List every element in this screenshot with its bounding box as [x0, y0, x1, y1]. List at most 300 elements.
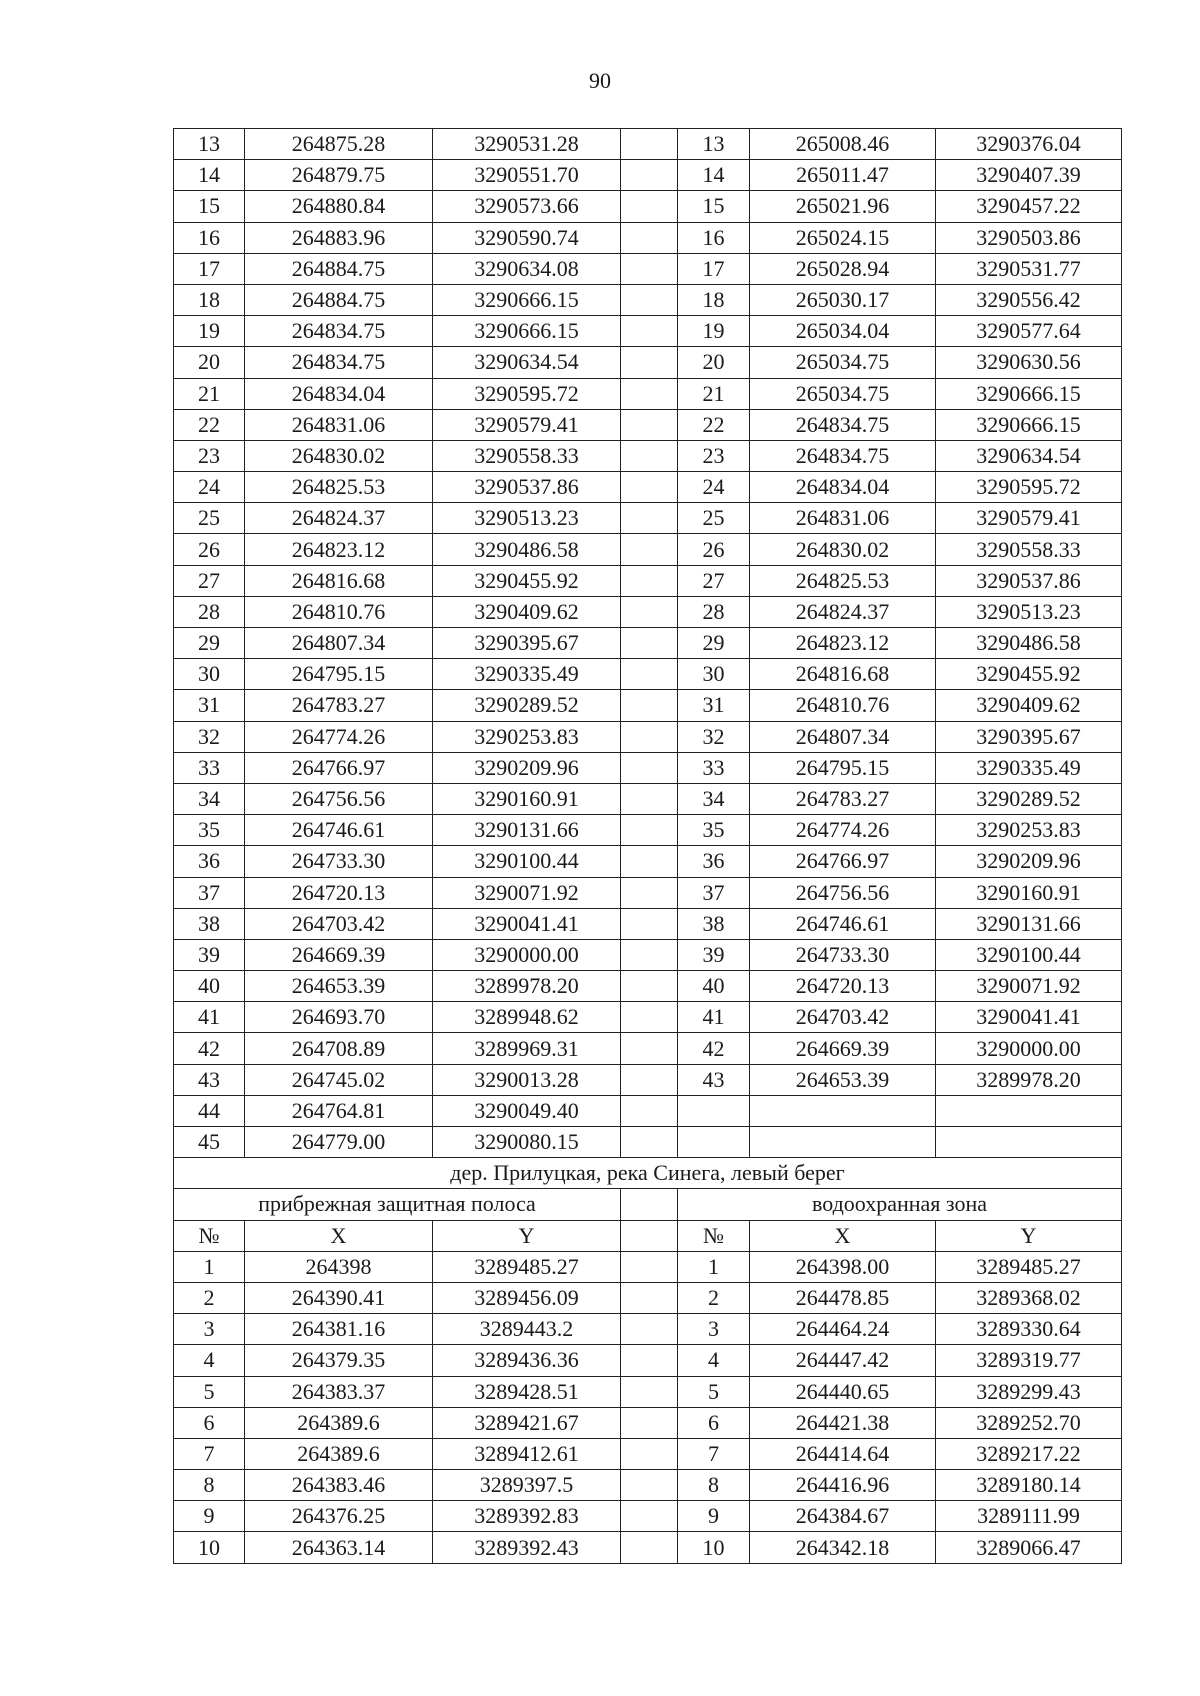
- y-coordinate-left: 3290666.15: [433, 284, 621, 315]
- y-coordinate-left: 3290409.62: [433, 596, 621, 627]
- point-number-left: 40: [174, 971, 245, 1002]
- gap-cell: [621, 409, 678, 440]
- y-coordinate-left: 3290573.66: [433, 191, 621, 222]
- point-number-left: 10: [174, 1532, 245, 1563]
- point-number-left: 9: [174, 1501, 245, 1532]
- gap-cell: [621, 1282, 678, 1313]
- y-coordinate-left: 3289412.61: [433, 1438, 621, 1469]
- y-coordinate-right: 3289066.47: [936, 1532, 1122, 1563]
- x-coordinate-right: [750, 1095, 936, 1126]
- y-coordinate-left: 3290049.40: [433, 1095, 621, 1126]
- x-coordinate-right: 264834.75: [750, 409, 936, 440]
- x-coordinate-right: 264414.64: [750, 1438, 936, 1469]
- point-number-right: 4: [678, 1345, 750, 1376]
- x-coordinate-right: 264398.00: [750, 1251, 936, 1282]
- gap-cell: [621, 160, 678, 191]
- point-number-left: 8: [174, 1470, 245, 1501]
- gap-cell: [621, 534, 678, 565]
- y-coordinate-right: 3290666.15: [936, 378, 1122, 409]
- x-coordinate-right: 264774.26: [750, 815, 936, 846]
- x-coordinate-left: 264783.27: [245, 690, 433, 721]
- gap-cell: [621, 347, 678, 378]
- point-number-left: 21: [174, 378, 245, 409]
- table-row: [174, 440, 1122, 471]
- header-number-left: №: [174, 1220, 245, 1251]
- x-coordinate-left: 264389.6: [245, 1438, 433, 1469]
- gap-cell: [621, 815, 678, 846]
- y-coordinate-right: 3289299.43: [936, 1376, 1122, 1407]
- point-number-right: 15: [678, 191, 750, 222]
- point-number-right: 24: [678, 472, 750, 503]
- x-coordinate-left: 264834.04: [245, 378, 433, 409]
- y-coordinate-right: 3289180.14: [936, 1470, 1122, 1501]
- y-coordinate-right: 3290634.54: [936, 440, 1122, 471]
- gap-cell: [621, 1345, 678, 1376]
- x-coordinate-right: 264416.96: [750, 1470, 936, 1501]
- section-2-rows: [174, 1251, 1122, 1563]
- zone-titles-row: [174, 1189, 1122, 1220]
- table-row: [174, 503, 1122, 534]
- x-coordinate-left: 264376.25: [245, 1501, 433, 1532]
- point-number-right: 13: [678, 129, 750, 160]
- point-number-left: 17: [174, 253, 245, 284]
- y-coordinate-right: 3290100.44: [936, 939, 1122, 970]
- point-number-right: 41: [678, 1002, 750, 1033]
- y-coordinate-right: 3290558.33: [936, 534, 1122, 565]
- y-coordinate-left: 3290634.08: [433, 253, 621, 284]
- y-coordinate-left: 3290558.33: [433, 440, 621, 471]
- point-number-left: 20: [174, 347, 245, 378]
- gap-cell: [621, 253, 678, 284]
- point-number-left: 25: [174, 503, 245, 534]
- x-coordinate-left: 264879.75: [245, 160, 433, 191]
- y-coordinate-right: 3290537.86: [936, 565, 1122, 596]
- x-coordinate-right: 264783.27: [750, 783, 936, 814]
- y-coordinate-right: 3290407.39: [936, 160, 1122, 191]
- point-number-left: 28: [174, 596, 245, 627]
- table-row: [174, 1033, 1122, 1064]
- point-number-right: 14: [678, 160, 750, 191]
- point-number-left: 4: [174, 1345, 245, 1376]
- table-row: [174, 1002, 1122, 1033]
- x-coordinate-left: 264746.61: [245, 815, 433, 846]
- y-coordinate-left: 3289421.67: [433, 1407, 621, 1438]
- y-coordinate-left: 3289392.83: [433, 1501, 621, 1532]
- gap-cell: [621, 628, 678, 659]
- y-coordinate-right: 3290160.91: [936, 877, 1122, 908]
- table-row: [174, 628, 1122, 659]
- y-coordinate-right: 3290253.83: [936, 815, 1122, 846]
- gap-cell: [621, 565, 678, 596]
- x-coordinate-left: 264884.75: [245, 284, 433, 315]
- point-number-right: 31: [678, 690, 750, 721]
- y-coordinate-left: 3289397.5: [433, 1470, 621, 1501]
- table-row: [174, 129, 1122, 160]
- gap-cell: [621, 284, 678, 315]
- x-coordinate-right: 264816.68: [750, 659, 936, 690]
- gap-cell: [621, 971, 678, 1002]
- x-coordinate-right: 264810.76: [750, 690, 936, 721]
- x-coordinate-right: 264825.53: [750, 565, 936, 596]
- y-coordinate-left: 3290551.70: [433, 160, 621, 191]
- x-coordinate-left: 264669.39: [245, 939, 433, 970]
- x-coordinate-left: 264703.42: [245, 908, 433, 939]
- point-number-left: 32: [174, 721, 245, 752]
- x-coordinate-right: 265024.15: [750, 222, 936, 253]
- point-number-right: 20: [678, 347, 750, 378]
- y-coordinate-right: 3289368.02: [936, 1282, 1122, 1313]
- x-coordinate-right: 264746.61: [750, 908, 936, 939]
- point-number-right: 19: [678, 316, 750, 347]
- point-number-right: 32: [678, 721, 750, 752]
- point-number-left: 43: [174, 1064, 245, 1095]
- x-coordinate-left: 264708.89: [245, 1033, 433, 1064]
- table-row: [174, 1095, 1122, 1126]
- x-coordinate-right: 265030.17: [750, 284, 936, 315]
- x-coordinate-left: 264653.39: [245, 971, 433, 1002]
- x-coordinate-left: 264389.6: [245, 1407, 433, 1438]
- point-number-left: 24: [174, 472, 245, 503]
- table-row: [174, 284, 1122, 315]
- y-coordinate-left: 3290666.15: [433, 316, 621, 347]
- y-coordinate-left: 3290289.52: [433, 690, 621, 721]
- table-row: [174, 1345, 1122, 1376]
- point-number-left: 37: [174, 877, 245, 908]
- y-coordinate-right: 3289217.22: [936, 1438, 1122, 1469]
- y-coordinate-right: [936, 1095, 1122, 1126]
- x-coordinate-right: 264795.15: [750, 752, 936, 783]
- x-coordinate-left: 264733.30: [245, 846, 433, 877]
- x-coordinate-left: 264398: [245, 1251, 433, 1282]
- x-coordinate-right: 264834.75: [750, 440, 936, 471]
- y-coordinate-right: 3290376.04: [936, 129, 1122, 160]
- point-number-right: 25: [678, 503, 750, 534]
- x-coordinate-left: 264779.00: [245, 1127, 433, 1158]
- table-row: [174, 971, 1122, 1002]
- x-coordinate-right: 264830.02: [750, 534, 936, 565]
- x-coordinate-left: 264390.41: [245, 1282, 433, 1313]
- point-number-left: 26: [174, 534, 245, 565]
- x-coordinate-right: 264766.97: [750, 846, 936, 877]
- point-number-right: 6: [678, 1407, 750, 1438]
- table-row: [174, 191, 1122, 222]
- point-number-right: 38: [678, 908, 750, 939]
- table-row: [174, 565, 1122, 596]
- y-coordinate-left: 3290579.41: [433, 409, 621, 440]
- gap-cell: [621, 378, 678, 409]
- point-number-right: [678, 1127, 750, 1158]
- point-number-left: 36: [174, 846, 245, 877]
- table-row: [174, 1470, 1122, 1501]
- point-number-right: 34: [678, 783, 750, 814]
- table-row: [174, 1532, 1122, 1563]
- y-coordinate-left: 3290013.28: [433, 1064, 621, 1095]
- gap-cell: [621, 1033, 678, 1064]
- x-coordinate-left: 264693.70: [245, 1002, 433, 1033]
- x-coordinate-left: 264795.15: [245, 659, 433, 690]
- table-row: [174, 253, 1122, 284]
- point-number-left: 15: [174, 191, 245, 222]
- gap-cell: [621, 1095, 678, 1126]
- y-coordinate-left: 3289978.20: [433, 971, 621, 1002]
- point-number-left: 6: [174, 1407, 245, 1438]
- gap-cell: [621, 908, 678, 939]
- table-row: [174, 1314, 1122, 1345]
- x-coordinate-right: 265011.47: [750, 160, 936, 191]
- x-coordinate-left: 264720.13: [245, 877, 433, 908]
- table-row: [174, 472, 1122, 503]
- y-coordinate-left: 3290080.15: [433, 1127, 621, 1158]
- section-title: дер. Прилуцкая, река Синега, левый берег: [174, 1158, 1122, 1189]
- y-coordinate-left: 3290595.72: [433, 378, 621, 409]
- y-coordinate-left: 3290455.92: [433, 565, 621, 596]
- y-coordinate-right: 3290556.42: [936, 284, 1122, 315]
- x-coordinate-right: 264807.34: [750, 721, 936, 752]
- point-number-right: 27: [678, 565, 750, 596]
- point-number-left: 39: [174, 939, 245, 970]
- point-number-right: 10: [678, 1532, 750, 1563]
- y-coordinate-left: 3290395.67: [433, 628, 621, 659]
- y-coordinate-left: 3290000.00: [433, 939, 621, 970]
- header-y-left: Y: [433, 1220, 621, 1251]
- y-coordinate-left: 3290131.66: [433, 815, 621, 846]
- point-number-left: 18: [174, 284, 245, 315]
- y-coordinate-right: 3290531.77: [936, 253, 1122, 284]
- y-coordinate-right: 3289319.77: [936, 1345, 1122, 1376]
- table-row: [174, 1501, 1122, 1532]
- gap-cell: [621, 1251, 678, 1282]
- y-coordinate-left: 3290513.23: [433, 503, 621, 534]
- table-row: [174, 783, 1122, 814]
- x-coordinate-right: 264720.13: [750, 971, 936, 1002]
- y-coordinate-right: 3290000.00: [936, 1033, 1122, 1064]
- point-number-right: 23: [678, 440, 750, 471]
- y-coordinate-right: 3290131.66: [936, 908, 1122, 939]
- point-number-left: 30: [174, 659, 245, 690]
- gap-cell: [621, 1407, 678, 1438]
- point-number-right: 3: [678, 1314, 750, 1345]
- point-number-left: 2: [174, 1282, 245, 1313]
- y-coordinate-left: 3290590.74: [433, 222, 621, 253]
- point-number-right: 1: [678, 1251, 750, 1282]
- y-coordinate-right: 3290457.22: [936, 191, 1122, 222]
- table-row: [174, 815, 1122, 846]
- gap-cell: [621, 1002, 678, 1033]
- x-coordinate-left: 264824.37: [245, 503, 433, 534]
- gap-cell: [621, 472, 678, 503]
- y-coordinate-right: 3289978.20: [936, 1064, 1122, 1095]
- section-2-header: [174, 1158, 1122, 1252]
- y-coordinate-right: 3290041.41: [936, 1002, 1122, 1033]
- table-row: [174, 534, 1122, 565]
- point-number-left: 35: [174, 815, 245, 846]
- x-coordinate-right: 265008.46: [750, 129, 936, 160]
- x-coordinate-right: 264421.38: [750, 1407, 936, 1438]
- x-coordinate-right: 264703.42: [750, 1002, 936, 1033]
- point-number-right: 22: [678, 409, 750, 440]
- x-coordinate-right: 264478.85: [750, 1282, 936, 1313]
- table-row: [174, 1064, 1122, 1095]
- x-coordinate-right: 264756.56: [750, 877, 936, 908]
- gap-cell: [621, 1532, 678, 1563]
- point-number-left: 38: [174, 908, 245, 939]
- table-row: [174, 752, 1122, 783]
- y-coordinate-left: 3290531.28: [433, 129, 621, 160]
- table-row: [174, 409, 1122, 440]
- x-coordinate-right: 265034.04: [750, 316, 936, 347]
- y-coordinate-left: 3289485.27: [433, 1251, 621, 1282]
- point-number-right: 21: [678, 378, 750, 409]
- point-number-right: 9: [678, 1501, 750, 1532]
- x-coordinate-left: 264830.02: [245, 440, 433, 471]
- point-number-right: 30: [678, 659, 750, 690]
- table-row: [174, 721, 1122, 752]
- point-number-left: 33: [174, 752, 245, 783]
- point-number-right: [678, 1095, 750, 1126]
- x-coordinate-left: 264823.12: [245, 534, 433, 565]
- table-row: [174, 939, 1122, 970]
- table-row: [174, 1438, 1122, 1469]
- point-number-right: 17: [678, 253, 750, 284]
- point-number-right: 2: [678, 1282, 750, 1313]
- point-number-left: 23: [174, 440, 245, 471]
- table-row: [174, 222, 1122, 253]
- x-coordinate-left: 264834.75: [245, 347, 433, 378]
- x-coordinate-right: 264669.39: [750, 1033, 936, 1064]
- x-coordinate-left: 264745.02: [245, 1064, 433, 1095]
- x-coordinate-right: 264733.30: [750, 939, 936, 970]
- gap-cell: [621, 503, 678, 534]
- y-coordinate-right: [936, 1127, 1122, 1158]
- gap-cell: [621, 752, 678, 783]
- y-coordinate-left: 3289428.51: [433, 1376, 621, 1407]
- table-row: [174, 659, 1122, 690]
- gap-cell: [621, 440, 678, 471]
- column-headers-row: [174, 1220, 1122, 1251]
- x-coordinate-left: 264816.68: [245, 565, 433, 596]
- point-number-left: 3: [174, 1314, 245, 1345]
- y-coordinate-right: 3290630.56: [936, 347, 1122, 378]
- table-row: [174, 908, 1122, 939]
- y-coordinate-left: 3289948.62: [433, 1002, 621, 1033]
- table-row: [174, 690, 1122, 721]
- y-coordinate-right: 3290579.41: [936, 503, 1122, 534]
- x-coordinate-left: 264884.75: [245, 253, 433, 284]
- point-number-right: 35: [678, 815, 750, 846]
- x-coordinate-left: 264383.37: [245, 1376, 433, 1407]
- x-coordinate-left: 264756.56: [245, 783, 433, 814]
- x-coordinate-left: 264381.16: [245, 1314, 433, 1345]
- y-coordinate-right: 3290455.92: [936, 659, 1122, 690]
- gap-cell: [621, 129, 678, 160]
- y-coordinate-left: 3290634.54: [433, 347, 621, 378]
- y-coordinate-left: 3290209.96: [433, 752, 621, 783]
- y-coordinate-left: 3290100.44: [433, 846, 621, 877]
- x-coordinate-left: 264834.75: [245, 316, 433, 347]
- y-coordinate-left: 3289392.43: [433, 1532, 621, 1563]
- x-coordinate-right: 264653.39: [750, 1064, 936, 1095]
- table-row: [174, 596, 1122, 627]
- y-coordinate-left: 3290160.91: [433, 783, 621, 814]
- y-coordinate-right: 3290666.15: [936, 409, 1122, 440]
- point-number-left: 7: [174, 1438, 245, 1469]
- gap-cell: [621, 690, 678, 721]
- page-number: 90: [589, 68, 611, 93]
- point-number-right: 43: [678, 1064, 750, 1095]
- point-number-right: 33: [678, 752, 750, 783]
- gap-cell: [621, 1064, 678, 1095]
- point-number-left: 42: [174, 1033, 245, 1064]
- point-number-left: 5: [174, 1376, 245, 1407]
- point-number-right: 39: [678, 939, 750, 970]
- header-x-right: X: [750, 1220, 936, 1251]
- point-number-right: 18: [678, 284, 750, 315]
- x-coordinate-right: 265034.75: [750, 347, 936, 378]
- header-y-right: Y: [936, 1220, 1122, 1251]
- gap-cell: [621, 191, 678, 222]
- table-row: [174, 846, 1122, 877]
- x-coordinate-left: 264875.28: [245, 129, 433, 160]
- section-1-rows: [174, 129, 1122, 1158]
- gap-cell: [621, 1501, 678, 1532]
- x-coordinate-right: 264447.42: [750, 1345, 936, 1376]
- section-title-row: [174, 1158, 1122, 1189]
- x-coordinate-right: 264464.24: [750, 1314, 936, 1345]
- y-coordinate-right: 3290335.49: [936, 752, 1122, 783]
- y-coordinate-right: 3290289.52: [936, 783, 1122, 814]
- point-number-right: 29: [678, 628, 750, 659]
- y-coordinate-left: 3290071.92: [433, 877, 621, 908]
- gap-cell: [621, 939, 678, 970]
- gap-cell: [621, 1376, 678, 1407]
- point-number-left: 16: [174, 222, 245, 253]
- point-number-left: 44: [174, 1095, 245, 1126]
- coordinates-table: [173, 128, 1122, 1564]
- y-coordinate-right: 3290577.64: [936, 316, 1122, 347]
- gap-cell: [621, 659, 678, 690]
- y-coordinate-left: 3289443.2: [433, 1314, 621, 1345]
- x-coordinate-left: 264883.96: [245, 222, 433, 253]
- x-coordinate-left: 264383.46: [245, 1470, 433, 1501]
- x-coordinate-right: 265021.96: [750, 191, 936, 222]
- x-coordinate-left: 264766.97: [245, 752, 433, 783]
- y-coordinate-right: 3289252.70: [936, 1407, 1122, 1438]
- table-row: [174, 1407, 1122, 1438]
- y-coordinate-right: 3290595.72: [936, 472, 1122, 503]
- x-coordinate-right: 265028.94: [750, 253, 936, 284]
- y-coordinate-left: 3290537.86: [433, 472, 621, 503]
- y-coordinate-left: 3290041.41: [433, 908, 621, 939]
- table-row: [174, 347, 1122, 378]
- point-number-right: 16: [678, 222, 750, 253]
- y-coordinate-right: 3289111.99: [936, 1501, 1122, 1532]
- y-coordinate-left: 3289969.31: [433, 1033, 621, 1064]
- gap-cell: [621, 721, 678, 752]
- y-coordinate-right: 3289485.27: [936, 1251, 1122, 1282]
- table-row: [174, 877, 1122, 908]
- x-coordinate-left: 264764.81: [245, 1095, 433, 1126]
- gap-cell: [621, 1438, 678, 1469]
- x-coordinate-left: 264825.53: [245, 472, 433, 503]
- x-coordinate-left: 264774.26: [245, 721, 433, 752]
- point-number-right: 7: [678, 1438, 750, 1469]
- y-coordinate-right: 3290486.58: [936, 628, 1122, 659]
- point-number-left: 1: [174, 1251, 245, 1282]
- x-coordinate-left: 264379.35: [245, 1345, 433, 1376]
- gap-cell: [621, 877, 678, 908]
- water-protection-zone-title: водоохранная зона: [678, 1189, 1122, 1220]
- y-coordinate-right: 3290209.96: [936, 846, 1122, 877]
